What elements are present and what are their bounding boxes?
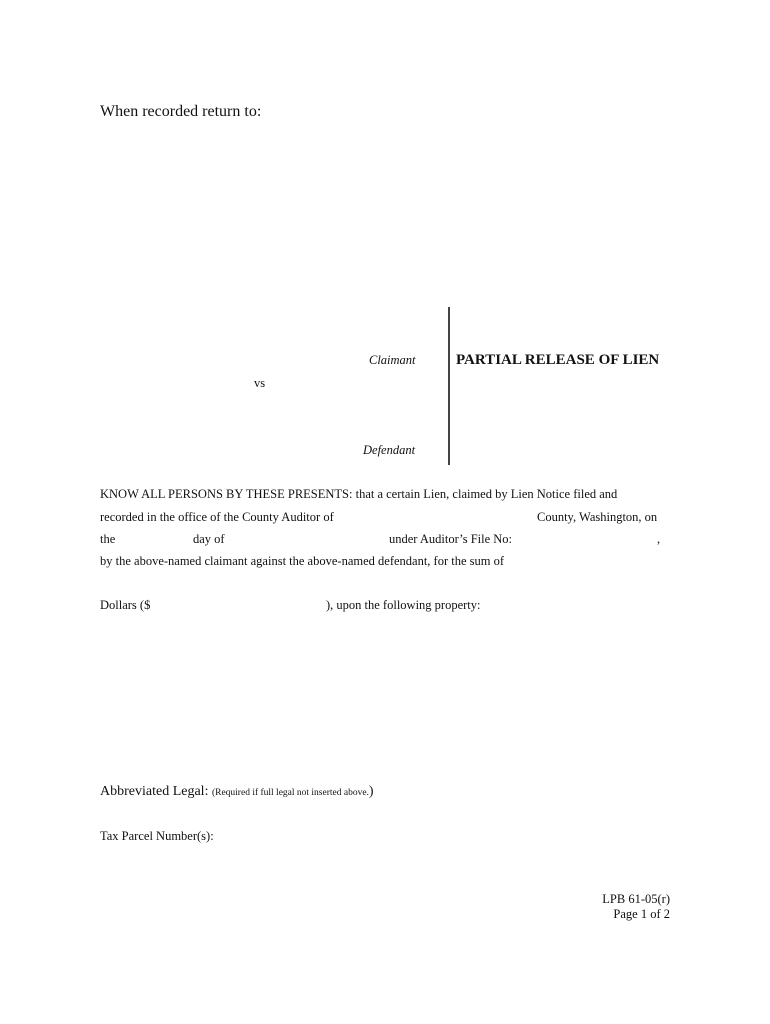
document-title: PARTIAL RELEASE OF LIEN bbox=[456, 352, 660, 368]
defendant-label: Defendant bbox=[363, 443, 416, 457]
body-line-2b: County, Washington, on bbox=[537, 510, 658, 524]
page-number: Page 1 of 2 bbox=[613, 907, 670, 921]
caption-divider bbox=[448, 307, 450, 465]
abbreviated-legal-note: (Required if full legal not inserted above. bbox=[211, 788, 369, 798]
body-line-5b: ), upon the following property: bbox=[326, 598, 481, 612]
body-line-3b: day of bbox=[193, 532, 225, 546]
body-line-3c: under Auditor’s File No: bbox=[389, 532, 513, 546]
tax-parcel-label: Tax Parcel Number(s): bbox=[100, 829, 214, 843]
body-line-3d: , bbox=[657, 532, 661, 546]
body-line-1: KNOW ALL PERSONS BY THESE PRESENTS: that a certain Lien, claimed by Lien Notice filed and bbox=[100, 487, 618, 501]
body-line-2a: recorded in the office of the County Auditor of bbox=[100, 510, 334, 524]
form-id: LPB 61-05(r) bbox=[602, 892, 670, 906]
claimant-label: Claimant bbox=[369, 353, 416, 367]
body-line-3a: the bbox=[100, 532, 116, 546]
vs-label: vs bbox=[254, 376, 266, 390]
return-to-label: When recorded return to: bbox=[100, 103, 262, 120]
abbreviated-legal-label: Abbreviated Legal: bbox=[100, 784, 209, 799]
abbreviated-legal-close: ) bbox=[368, 784, 374, 799]
body-line-4: by the above-named claimant against the above-named defendant, for the sum of bbox=[100, 554, 505, 568]
body-line-5a: Dollars ($ bbox=[100, 598, 151, 612]
abbreviated-legal-line bbox=[100, 784, 374, 800]
